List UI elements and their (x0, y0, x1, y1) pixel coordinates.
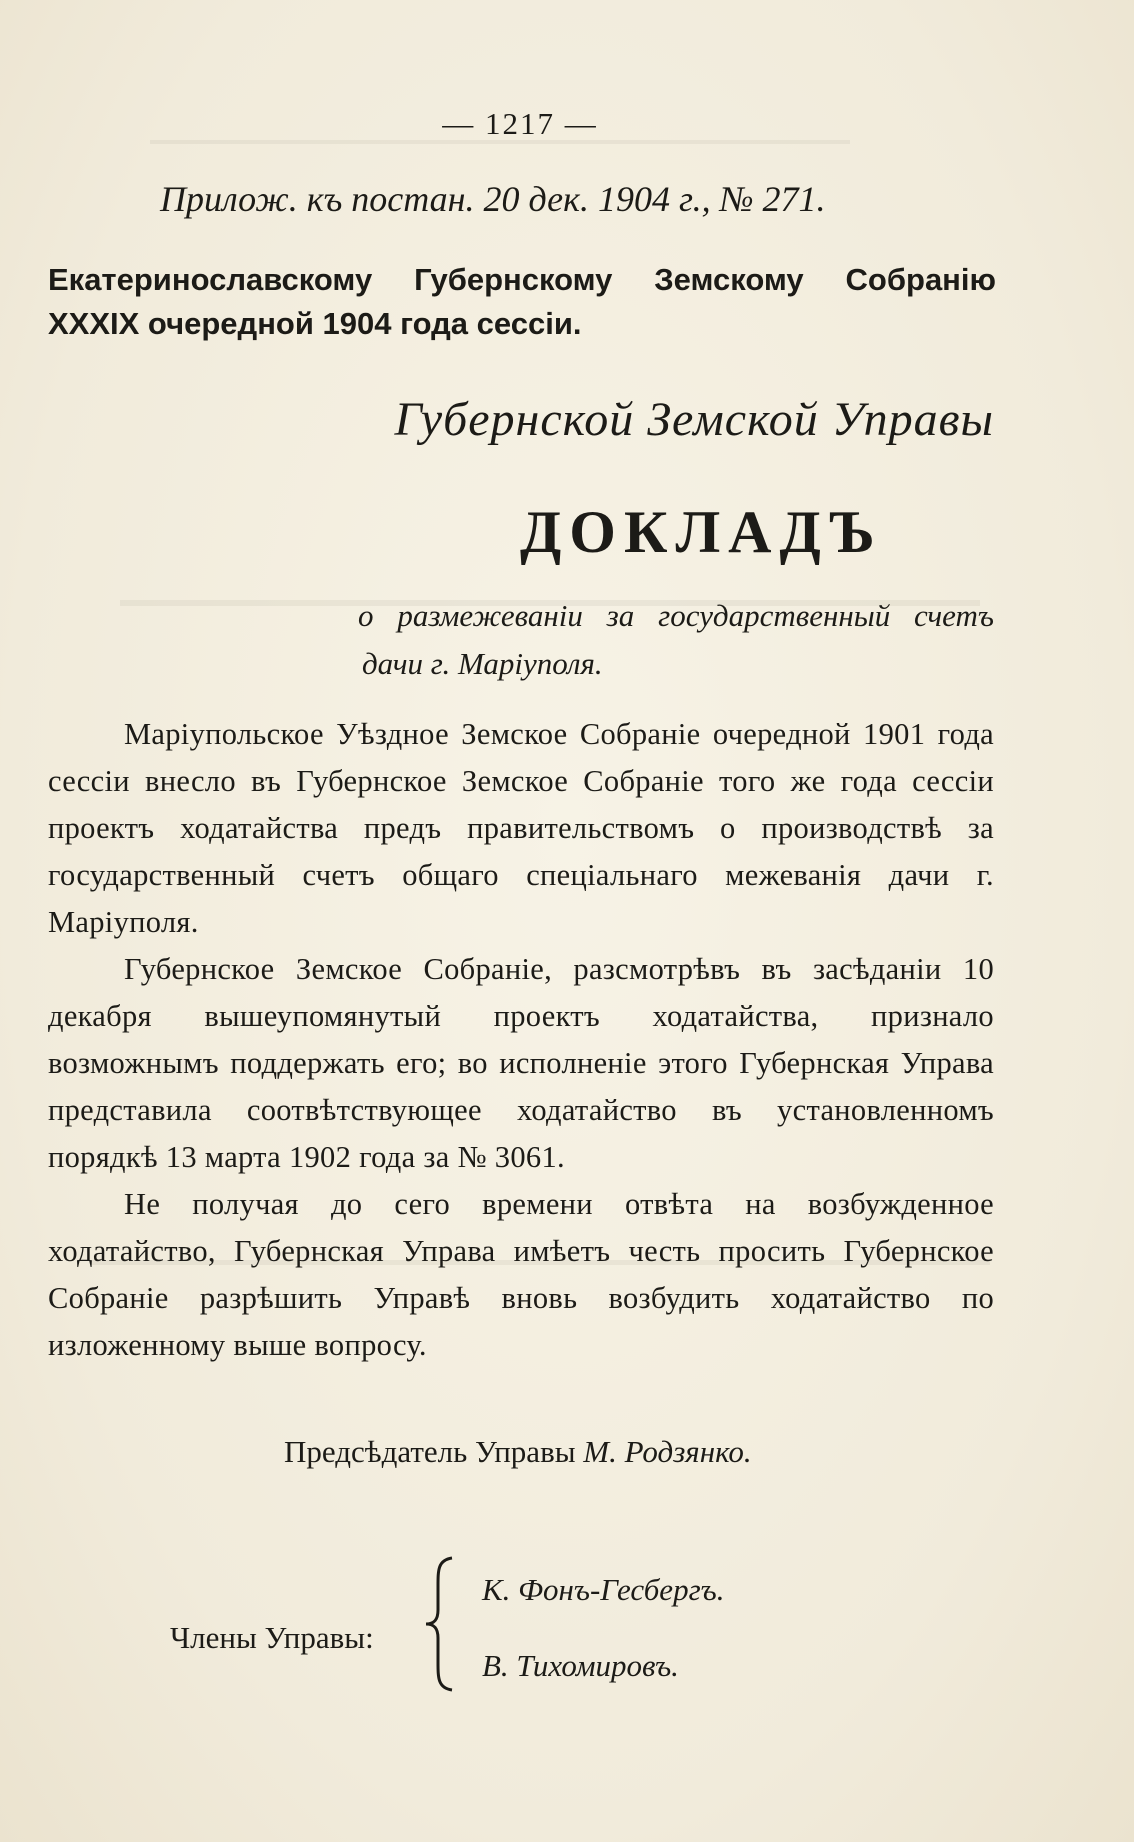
report-body (48, 711, 994, 1369)
signature-name: М. Родзянко. (583, 1434, 752, 1469)
subject-line-1: о размежеваніи за государственный счетъ (358, 598, 994, 633)
board-title: Губернской Земской Управы (394, 393, 994, 446)
members-label: Члены Управы: (170, 1620, 374, 1655)
document-subject (358, 592, 994, 688)
curly-brace-icon (422, 1556, 462, 1692)
paragraph: Маріупольское Уѣздное Земское Собраніе очередной 1901 года сессіи внесло въ Губернское Земское Собраніе того же года сессіи проектъ ходатайства предъ правительствомъ о производствѣ за государственный счетъ общаго спеціальнаго межеванія дачи г. Маріуполя. (48, 717, 994, 939)
signature-label: Предсѣдатель Управы (284, 1434, 576, 1469)
appendix-note: Прилож. къ постан. 20 дек. 1904 г., № 271. (160, 179, 826, 219)
chairman-signature (284, 1434, 752, 1470)
page-number: — 1217 — (442, 106, 598, 141)
member-name-2: В. Тихомировъ. (482, 1648, 679, 1683)
subject-line-2: дачи г. Маріуполя. (362, 646, 603, 681)
document-title: ДОКЛАДЪ (520, 499, 883, 565)
member-name-1: К. Фонъ-Гесбергъ. (482, 1572, 725, 1607)
addressee-heading: Екатеринославскому Губернскому Земскому Собранію XXXIX очередной 1904 года сессіи. (48, 262, 996, 341)
paragraph: Губернское Земское Собраніе, разсмотрѣвъ въ засѣданіи 10 декабря вышеупомянутый проектъ ходатайства, признало возможнымъ поддержать его; во исполненіе этого Губернская Управа представила соотвѣтствующее ходатайство въ установленномъ порядкѣ 13 марта 1902 года за № 3061. (48, 952, 994, 1174)
paragraph: Не получая до сего времени отвѣта на возбужденное ходатайство, Губернская Управа имѣетъ честь просить Губернское Собраніе разрѣшить Управѣ вновь возбудить ходатайство по изложенному выше вопросу. (48, 1187, 994, 1362)
